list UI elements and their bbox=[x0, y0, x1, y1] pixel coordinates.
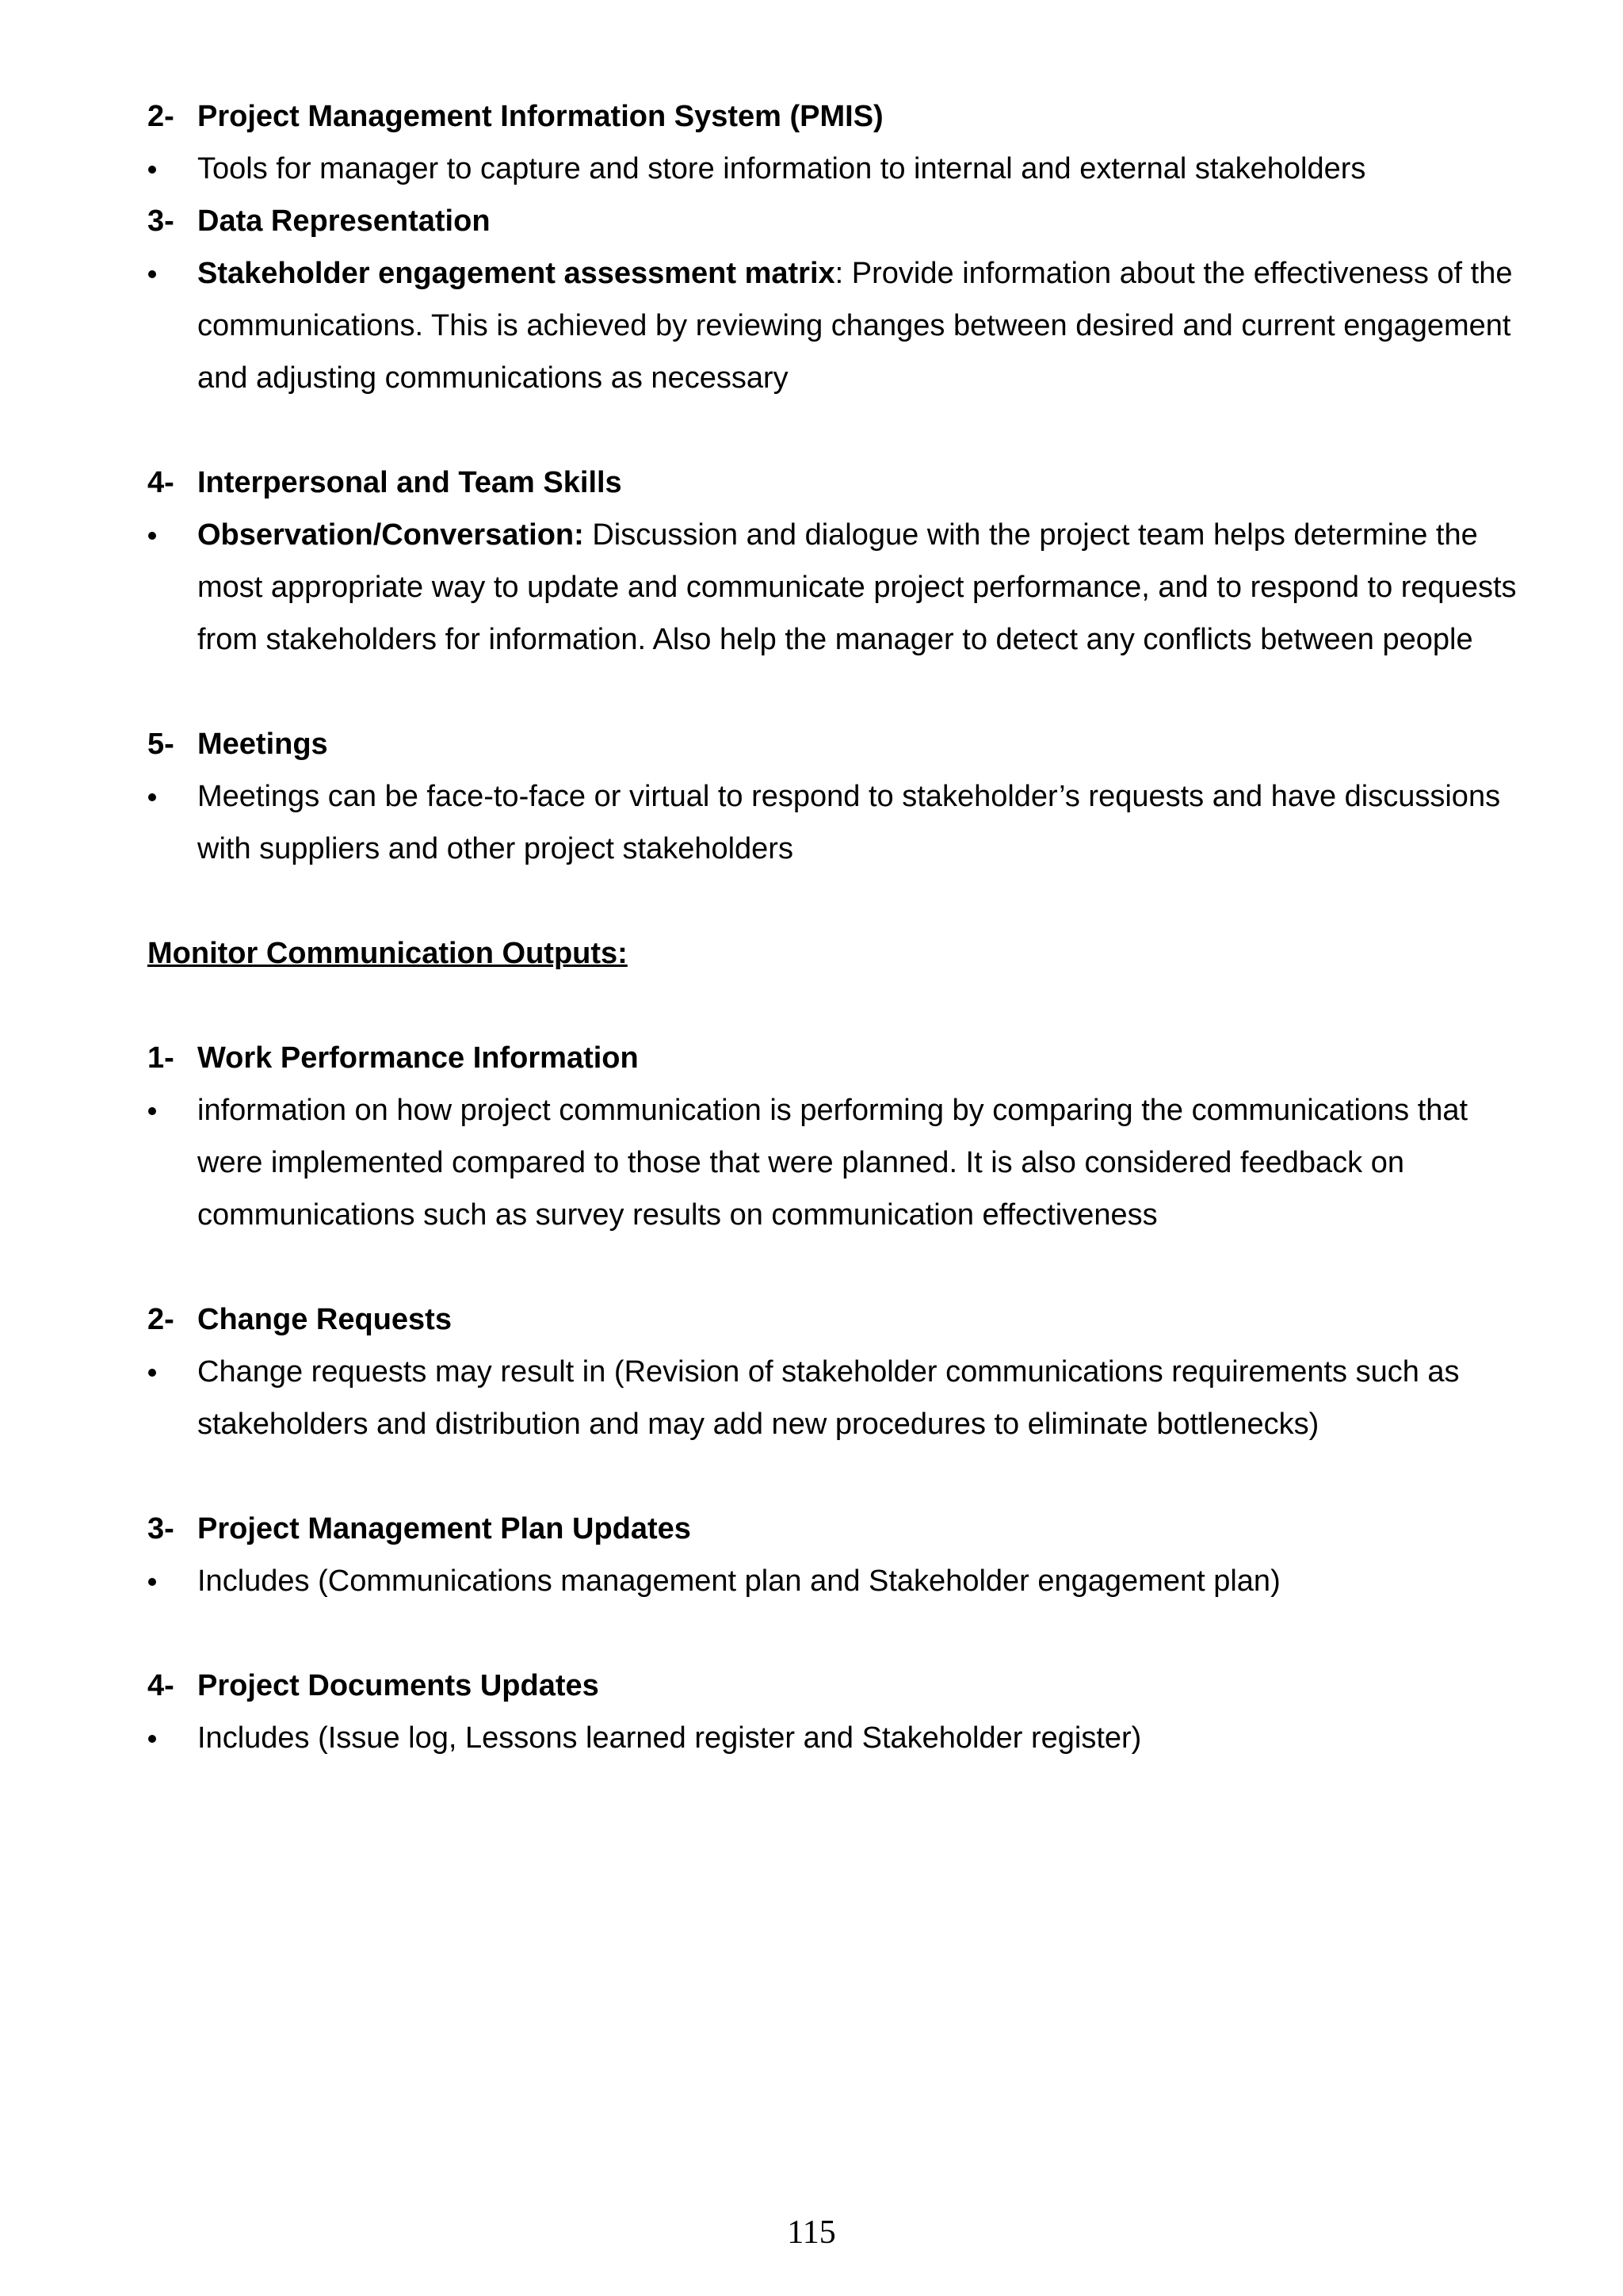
heading-number: 2- bbox=[147, 1303, 174, 1336]
bullet-icon bbox=[148, 1578, 156, 1586]
bullet-term: Observation/Conversation: bbox=[197, 518, 584, 552]
heading-number: 3- bbox=[147, 204, 174, 238]
bullet-text: Includes (Issue log, Lessons learned register and Stakeholder register) bbox=[197, 1721, 1142, 1755]
bullet-project-docs-updates bbox=[147, 1712, 1526, 1764]
bullet-text: Tools for manager to capture and store information to internal and external stakeholders bbox=[197, 152, 1366, 185]
bullet-icon bbox=[148, 793, 156, 801]
bullet-icon bbox=[148, 1107, 156, 1115]
bullet-icon bbox=[148, 270, 156, 278]
heading-number: 4- bbox=[147, 466, 174, 499]
bullet-meetings bbox=[147, 770, 1526, 875]
heading-title: Work Performance Information bbox=[197, 1041, 639, 1075]
heading-title: Interpersonal and Team Skills bbox=[197, 466, 622, 499]
heading-title: Change Requests bbox=[197, 1303, 452, 1336]
heading-project-docs-updates bbox=[147, 1660, 1526, 1712]
bullet-text: Includes (Communications management plan and Stakeholder engagement plan) bbox=[197, 1564, 1281, 1598]
bullet-icon bbox=[148, 532, 156, 540]
bullet-pmis bbox=[147, 143, 1526, 195]
heading-pmis bbox=[147, 90, 1526, 143]
heading-title: Project Documents Updates bbox=[197, 1669, 599, 1702]
bullet-term: Stakeholder engagement assessment matrix bbox=[197, 257, 835, 290]
bullet-change-requests bbox=[147, 1346, 1526, 1450]
bullet-icon bbox=[148, 166, 156, 174]
heading-title: Meetings bbox=[197, 728, 328, 761]
heading-title: Data Representation bbox=[197, 204, 491, 238]
bullet-icon bbox=[148, 1369, 156, 1377]
page-content bbox=[147, 90, 1526, 1764]
heading-number: 2- bbox=[147, 100, 174, 133]
bullet-interpersonal bbox=[147, 509, 1526, 666]
heading-number: 4- bbox=[147, 1669, 174, 1702]
heading-number: 5- bbox=[147, 728, 174, 761]
section-title-outputs: Monitor Communication Outputs: bbox=[147, 937, 628, 970]
bullet-text: Meetings can be face-to-face or virtual to respond to stakeholder’s requests and have discussions with suppliers and other project stakeholders bbox=[197, 780, 1501, 865]
bullet-text: information on how project communication is performing by comparing the communications that were implemented compared to those that were planned. It is also considered feedback on communications such as survey results on communication effectiveness bbox=[197, 1094, 1468, 1232]
bullet-pm-plan-updates bbox=[147, 1555, 1526, 1607]
heading-number: 1- bbox=[147, 1041, 174, 1075]
heading-title: Project Management Information System (PMIS) bbox=[197, 100, 884, 133]
heading-meetings bbox=[147, 718, 1526, 770]
bullet-icon bbox=[148, 1735, 156, 1743]
bullet-work-performance bbox=[147, 1084, 1526, 1241]
bullet-data-representation bbox=[147, 247, 1526, 404]
heading-interpersonal bbox=[147, 457, 1526, 509]
bullet-text: : Provide information about the effectiveness of the communications. This is achieved by reviewing changes between desired and current engagement and adjusting communications as necessary bbox=[197, 257, 1513, 395]
heading-pm-plan-updates bbox=[147, 1503, 1526, 1555]
bullet-text: Change requests may result in (Revision of stakeholder communications requirements such as stakeholders and distribution and may add new procedures to eliminate bottlenecks) bbox=[197, 1355, 1460, 1441]
bullet-text: Discussion and dialogue with the project team helps determine the most appropriate way to update and communicate project performance, and to respond to requests from stakeholders for information. Also help the manager to detect any conflicts between people bbox=[197, 518, 1517, 656]
heading-work-performance bbox=[147, 1032, 1526, 1084]
heading-number: 3- bbox=[147, 1512, 174, 1545]
heading-title: Project Management Plan Updates bbox=[197, 1512, 691, 1545]
heading-data-representation bbox=[147, 195, 1526, 247]
page-number: 115 bbox=[787, 2214, 836, 2251]
heading-change-requests bbox=[147, 1293, 1526, 1346]
